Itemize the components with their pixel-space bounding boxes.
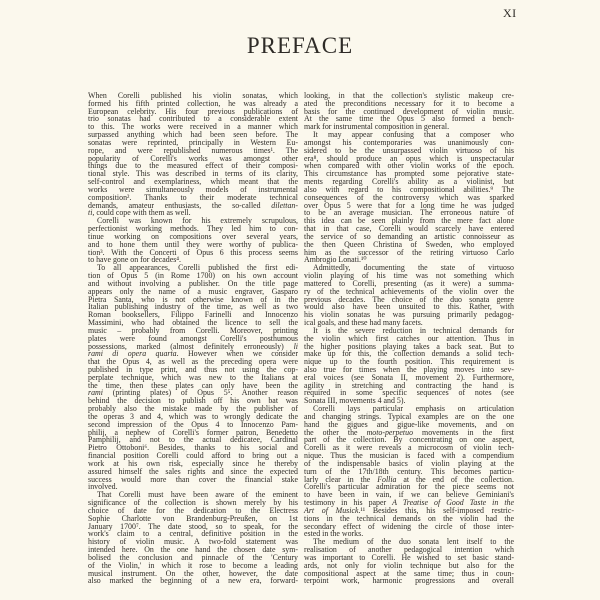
text-segment: behind the decision to publish off his own bat was [88, 396, 298, 406]
text-segment: work at his own risk, especially since he thereby [88, 458, 298, 468]
text-segment: that in that case, Corelli would scarcely have entered [304, 224, 514, 234]
text-segment: things due to the measured effect of their composi- [88, 161, 298, 171]
text-segment: Pamphilij, and not to the actual dedicatee, Cardinal [88, 435, 298, 445]
text-line [88, 476, 298, 484]
text-segment: basis for the continued development of violin music. [304, 106, 514, 116]
text-segment: tion of Opus 5 (in Rome 1700) on his own account [88, 271, 298, 281]
page-title: PREFACE [246, 33, 354, 58]
text-line [88, 577, 298, 585]
text-segment: popularity of Corelli's works was amongst other [88, 153, 298, 163]
text-segment: realisation of another pedagogical intention which [304, 545, 514, 555]
text-segment: of the Violin,' in which it rose to become a leading [88, 560, 298, 570]
italic-text: moto-perpetuo [366, 427, 414, 437]
text-segment: and without involving a publisher. On the title page [88, 278, 298, 288]
text-segment: nique. Thus the musician is faced with a compendium [304, 451, 514, 461]
text-segment: to have gone on for decades⁴. [88, 255, 182, 265]
text-segment: Ambrogio Lonati.¹⁰ [304, 255, 367, 265]
text-segment: plates were found amongst Corelli's posthumous [88, 333, 298, 343]
text-segment: demands, amateur enthusiasts, the so-called [88, 200, 272, 210]
text-segment: rope, and were republished numerous times¹. The [88, 145, 298, 155]
text-segment: larly clear in the [304, 474, 378, 484]
text-segment: possessions, marked (almost definitely erroneously) [88, 341, 294, 351]
text-segment: January 1700⁷. The date stood, so to speak, for the [88, 521, 298, 531]
text-segment: eral voices (see Sonata II, movement 2). Furthermore, [304, 372, 514, 382]
text-segment: his violin sonatas he was pursuing primarily pedagog- [304, 310, 514, 320]
text-segment: turn of the 17th/18th century. This becomes particu- [304, 466, 514, 476]
text-segment: the operas 3 and 4, which was to wrongly dedicate the [88, 411, 298, 421]
text-segment: required in some specific sequences of notes (see [304, 388, 514, 398]
text-segment: tional style. This was described in terms of its clarity, [88, 169, 298, 179]
italic-text: dilettan- [271, 200, 298, 210]
text-segment: ated the preconditions necessary for it to become a [304, 98, 514, 108]
text-segment: The medium of the duo sonata lent itself to the [313, 537, 514, 547]
text-segment: ments regarding Corelli's ability as a violinist, but [304, 177, 514, 187]
text-segment: bolised the conclusion and pinnacle of the 'Century [88, 552, 298, 562]
text-segment: philij, a nephew of Corelli's former patron, Benedetto [88, 427, 298, 437]
text-segment: the then Queen Christina of Sweden, who employed [304, 239, 514, 249]
text-segment: perfectionist working methods. They led him to con- [88, 224, 298, 234]
text-segment: mattered to Corelli, presenting (as it were) a summa- [304, 278, 514, 288]
italic-text: A Treatise of Good Taste in the [392, 498, 514, 508]
text-segment: involved. [88, 482, 118, 492]
text-segment: terpoint work, harmonic progressions and overall [304, 576, 514, 586]
text-segment: .¹¹ Besides this, his self-imposed restric- [358, 505, 514, 515]
text-segment: era⁸, should produce an opus which is unspectacular [304, 153, 514, 163]
text-segment: choice of date for the dedication to the Electress [88, 505, 298, 515]
text-segment: tions in the technical demands on the violin had the [304, 513, 514, 523]
text-segment: . However when we consider [176, 349, 298, 359]
page-number: XI [503, 6, 517, 20]
text-segment: when compared with other violin works of the epoch. [304, 161, 514, 171]
text-segment: also marked the beginning of a new era, forward- [88, 576, 298, 586]
left-column [88, 92, 298, 585]
italic-text: rami [88, 388, 103, 398]
text-segment: the other the [304, 427, 367, 437]
text-segment: also true for times when the playing moves into sev- [304, 364, 514, 374]
text-segment: him as the successor of the retiring virtuoso Carlo [304, 247, 514, 257]
text-segment: ical goals, and these had many facets. [304, 318, 423, 328]
text-segment: At the same time the Opus 5 also formed a bench- [304, 114, 514, 124]
text-segment: assured himself the sales rights and since the expected [88, 466, 298, 476]
text-segment: Corelli lays particular emphasis on articulation [313, 404, 514, 414]
text-segment: Sonata III, movements 4 and 5). [304, 396, 406, 406]
text-segment: When Corelli published his violin sonatas, which [88, 91, 298, 100]
text-segment: and changing strings. Typical examples are on the one [304, 411, 514, 421]
text-segment: compositional aspect at the same time; thus in coun- [304, 568, 514, 578]
text-segment: was important to Corelli. He wished to set basic stand- [304, 552, 514, 562]
text-segment: (printing plates) of Opus 5⁵. Another reason [102, 388, 298, 398]
text-segment: make up for this, the collection demands a solid tech- [304, 349, 514, 359]
text-segment: sidered to be the unsurpassed violin virtuoso of his [304, 145, 514, 155]
text-segment: Pietro Ottoboni⁶. Besides, thanks to his social and [88, 443, 298, 453]
text-segment: sonatas were reprinted, principally in Western Eu- [88, 137, 298, 147]
text-segment: consequences of the controversy which was sparked [304, 192, 514, 202]
text-segment: This circumstance has prompted some pejorative state- [304, 169, 514, 179]
text-segment: Corelli's particular admiration for the piece seems not [304, 482, 514, 492]
text-segment: trio sonatas had contributed to a considerable extent [88, 114, 298, 124]
text-segment: To all appearances, Corelli published the first edi- [97, 263, 298, 273]
italic-text: ti [88, 208, 93, 218]
text-segment: secondary effect of widening the circle of those inter- [304, 521, 514, 531]
text-segment: success would more than cover the financial stake [88, 474, 298, 484]
text-segment: European celebrity. His four previous publications of [88, 106, 298, 116]
italic-text: li [293, 341, 298, 351]
text-segment: works were simultaneously models of instrumental [88, 184, 298, 194]
text-segment: surpassed anything which had been seen before. The [88, 130, 298, 140]
text-segment: to this. The works were received in a manner which [88, 122, 298, 132]
text-segment: and to hone them until they were worthy of publica- [88, 239, 298, 249]
text-segment: financial position Corelli could afford to bring out a [88, 451, 298, 461]
text-segment: the service of so demanding an artistic connoisseur as [304, 231, 514, 241]
text-segment: composition². Thanks to their moderate technical [88, 192, 298, 202]
text-segment: testimony in his paper [304, 498, 393, 508]
text-segment: Sophie Charlotte von Brandenburg-Preußen, on 1st [88, 513, 298, 523]
text-segment: this idea can be seen plainly from the mere fact alone [304, 216, 514, 226]
text-segment: the time, then these plates can only have been the [88, 380, 298, 390]
text-segment: over Opus 5 were that for a long time he was judged [304, 200, 514, 210]
text-segment: appears only the name of a music engraver, Gasparo [88, 286, 298, 296]
text-segment: would also have been unsuited to this. Rather, with [304, 302, 514, 312]
text-segment: ards, not only for violin technique but also for the [304, 560, 514, 570]
text-segment: Italian publishing industry of the time, as well as two [88, 302, 298, 312]
text-segment: intended here. On the one hand the chosen date sym- [88, 545, 298, 555]
text-segment: the higher positions playing takes a back seat. But to [304, 341, 514, 351]
text-segment: that the Opus 4, as well as the preceding opera were [88, 357, 298, 367]
text-segment: tinue working on compositions over several years, [88, 231, 298, 241]
text-segment: tion³. With the Concerti of Opus 6 this process seems [88, 247, 298, 257]
right-column [304, 92, 514, 585]
text-segment: significance of the collection is shown merely by his [88, 498, 298, 508]
text-segment: to be an average musician. The erroneous nature of [304, 208, 514, 218]
text-segment: part of the collection. By concentrating on one aspect, [304, 435, 514, 445]
text-segment: at the end of the collection. [396, 474, 514, 484]
text-segment: hand the gigues and gigue-like movements, and on [304, 419, 514, 429]
text-segment: Corelli was known for his extremely scrupulous, [97, 216, 298, 226]
text-segment: agility in stretching and contracting the hand is [304, 380, 514, 390]
text-segment: , could cope with them as well. [92, 208, 191, 218]
text-segment: self-control and exemplariness, which meant that the [88, 177, 298, 187]
text-segment: formed his fifth printed collection, he was already a [88, 98, 298, 108]
italic-text: Follia [377, 474, 397, 484]
text-segment: nique up to the fourth position. This requirement is [304, 357, 514, 367]
text-segment: also with regard to his compositional abilities.⁹ The [304, 184, 514, 194]
text-segment: ested in the works. [304, 529, 364, 539]
text-segment: ry of the technical achievements of the violin over the [304, 286, 514, 296]
text-segment: of the indispensable basics of violin playing at the [304, 458, 514, 468]
italic-text: rami di opera quarta [88, 349, 177, 359]
text-segment: Pietra Santa, who is not otherwise known of in the [88, 294, 298, 304]
text-segment: It may appear confusing that a composer who [313, 130, 514, 140]
text-segment: published in type print, and thus not using the cop- [88, 364, 298, 374]
text-segment: Massimini, who had obtained the licence to sell the [88, 318, 298, 328]
text-segment: second impression of the Opus 4 to Innocenzo Pam- [88, 419, 298, 429]
text-line [304, 577, 514, 585]
text-segment: That Corelli must have been aware of the eminent [97, 490, 298, 500]
text-segment: the violin which first catches our attention. Thus in [304, 333, 514, 343]
text-segment: Corelli as it were reveals a microcosm of violin tech- [304, 443, 514, 453]
text-segment: Roman booksellers, Filippo Farinelli and Innocenzo [88, 310, 298, 320]
text-segment: previous decades. The choice of the duo sonata genre [304, 294, 514, 304]
text-segment: work's claim to a central, definitive position in the [88, 529, 298, 539]
text-segment: It is the severe reduction in technical demands for [313, 325, 514, 335]
text-segment: amongst his contemporaries was unanimously con- [304, 137, 514, 147]
text-segment: movements in the first [413, 427, 514, 437]
text-segment: history of violin music. A two-fold statement was [88, 537, 298, 547]
text-segment: perplate technique, which was new to the Italians at [88, 372, 298, 382]
italic-text: Art of Musick [304, 505, 359, 515]
text-segment: Admittedly, documenting the state of virtuoso [313, 263, 514, 273]
text-segment: music – probably from Corelli. Moreover, printing [88, 325, 298, 335]
text-segment: musical instrument. On the other, however, the date [88, 568, 298, 578]
text-segment: to have been in vain, if we can believe Geminiani's [304, 490, 514, 500]
text-segment: looking, in that the collection's stylistic makeup cre- [304, 91, 514, 100]
text-segment: violin playing of his time was not something which [304, 271, 514, 281]
text-segment: mark for instrumental composition in general. [304, 122, 450, 132]
text-segment: probably also the mistake made by the publisher of [88, 404, 298, 414]
